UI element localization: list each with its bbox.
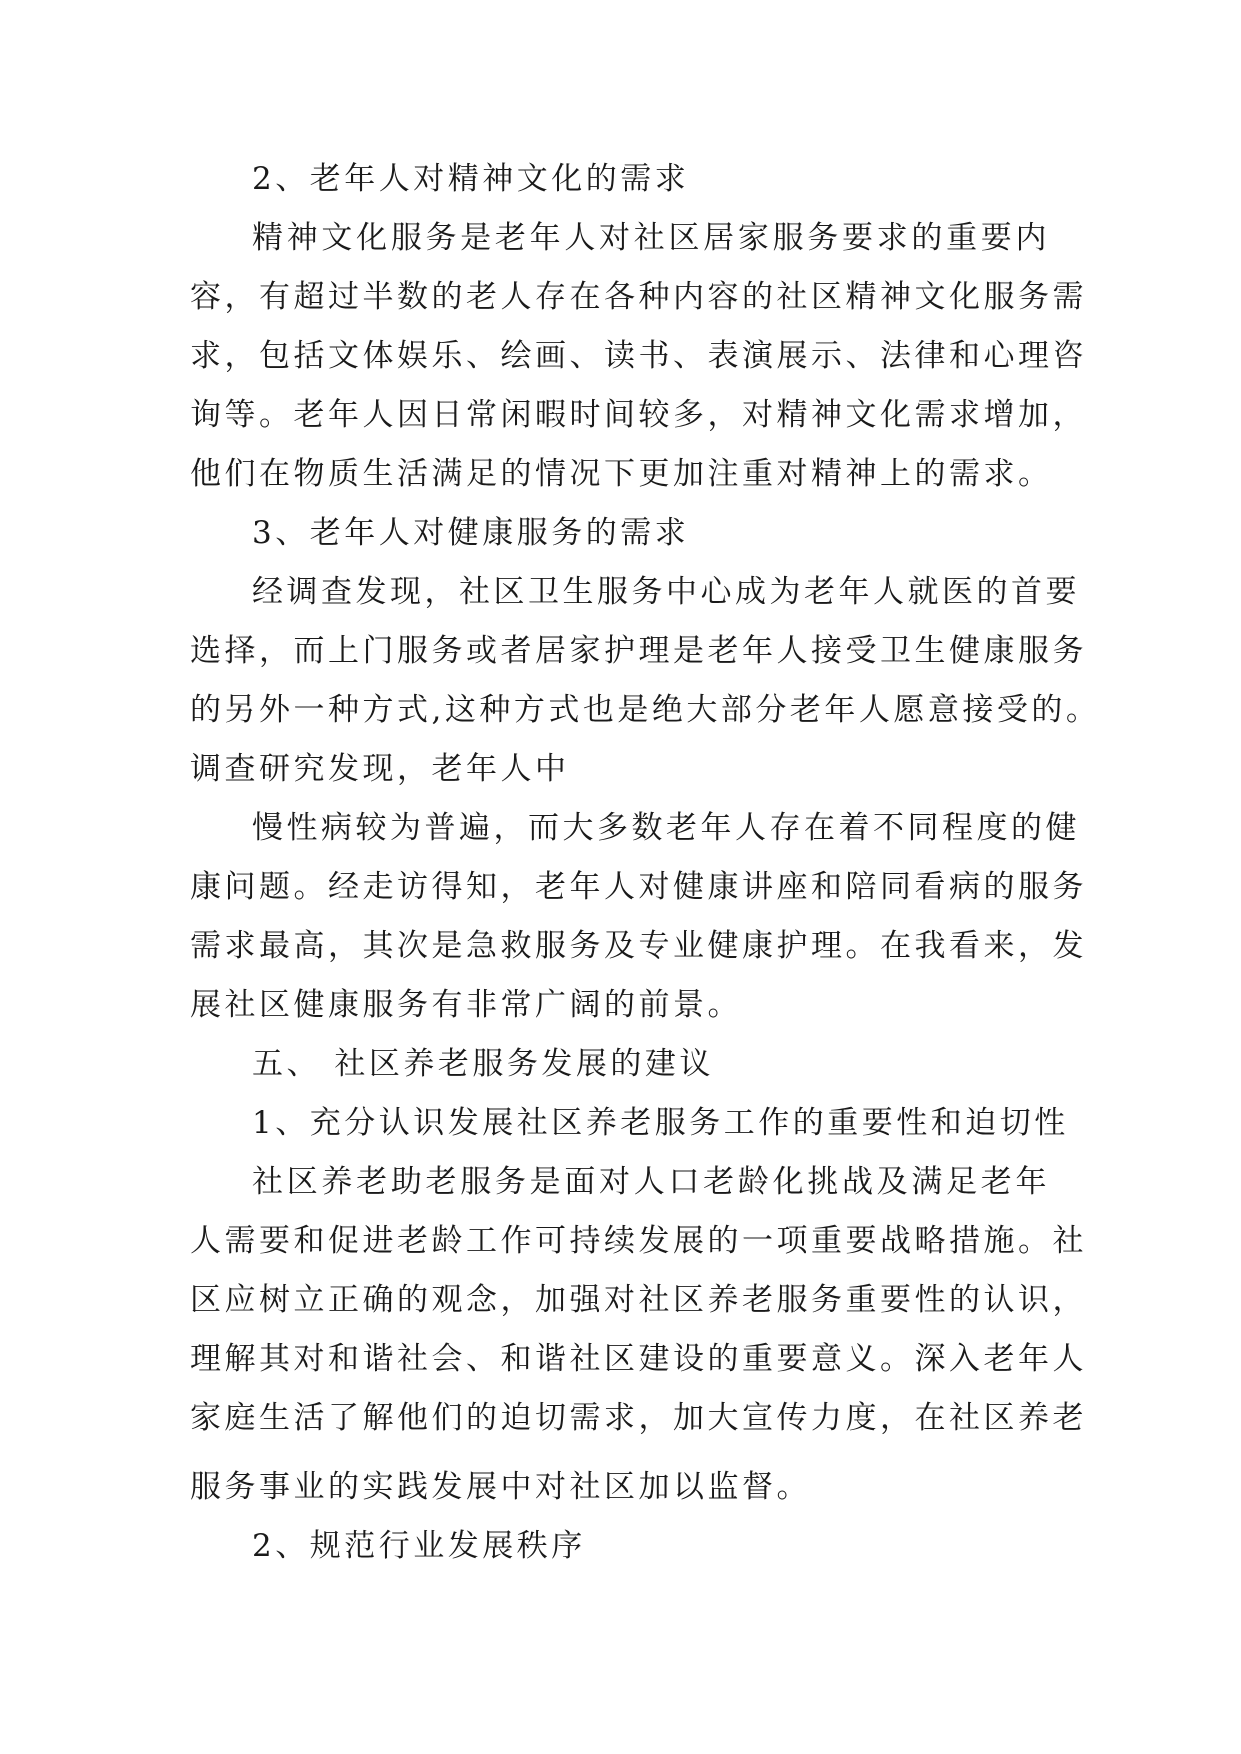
line-text: 调查研究发现，老年人中 [190, 751, 570, 787]
paragraph-line [190, 327, 1087, 386]
paragraph-line [190, 563, 1080, 622]
line-text: 展社区健康服务有非常广阔的前景。 [190, 987, 742, 1023]
section-heading [190, 1035, 1050, 1094]
line-text: 询等。老年人因日常闲暇时间较多，对精神文化需求增加， [190, 397, 1087, 433]
paragraph-line [190, 917, 1087, 976]
line-text: 经调查发现，社区卫生服务中心成为老年人就医的首要 [252, 574, 1080, 610]
paragraph-line [190, 1389, 1087, 1448]
line-text: 求，包括文体娱乐、绘画、读书、表演展示、法律和心理咨 [190, 338, 1087, 374]
document-body [190, 150, 1101, 1576]
line-text: 他们在物质生活满足的情况下更加注重对精神上的需求。 [190, 456, 1053, 492]
line-text: 社区养老助老服务是面对人口老龄化挑战及满足老年 [252, 1164, 1050, 1200]
line-text: 2、规范行业发展秩序 [252, 1528, 586, 1564]
line-text: 选择，而上门服务或者居家护理是老年人接受卫生健康服务 [190, 633, 1087, 669]
line-text: 理解其对和谐社会、和谐社区建设的重要意义。深入老年人 [190, 1341, 1087, 1377]
line-text: 区应树立正确的观念，加强对社区养老服务重要性的认识， [190, 1282, 1087, 1318]
paragraph-line [190, 386, 1087, 445]
paragraph-line [190, 681, 1101, 740]
line-text: 精神文化服务是老年人对社区居家服务要求的重要内 [252, 220, 1050, 256]
section-heading [190, 504, 1050, 563]
paragraph-line [190, 976, 1050, 1035]
line-text: 人需要和促进老龄工作可持续发展的一项重要战略措施。社 [190, 1223, 1087, 1259]
section-heading [190, 1094, 1069, 1153]
line-text: 家庭生活了解他们的迫切需求，加大宣传力度，在社区养老 [190, 1400, 1087, 1436]
line-text: 康问题。经走访得知，老年人对健康讲座和陪同看病的服务 [190, 869, 1087, 905]
paragraph-line [190, 1330, 1087, 1389]
paragraph-line [190, 209, 1050, 268]
paragraph-line [190, 1458, 1050, 1517]
paragraph-gap [190, 1448, 1050, 1458]
paragraph-line [190, 740, 1050, 799]
section-heading [190, 150, 1050, 209]
line-text: 容，有超过半数的老人存在各种内容的社区精神文化服务需 [190, 279, 1087, 315]
paragraph-line [190, 1212, 1087, 1271]
paragraph-line [190, 268, 1087, 327]
line-text: 的另外一种方式,这种方式也是绝大部分老年人愿意接受的。 [190, 692, 1101, 728]
line-text: 2、老年人对精神文化的需求 [252, 161, 690, 197]
line-text: 五、 社区养老服务发展的建议 [252, 1046, 714, 1082]
paragraph-line [190, 858, 1087, 917]
paragraph-line [190, 445, 1053, 504]
paragraph-line [190, 799, 1080, 858]
line-text: 需求最高，其次是急救服务及专业健康护理。在我看来，发 [190, 928, 1087, 964]
paragraph-line [190, 1153, 1050, 1212]
line-text: 3、老年人对健康服务的需求 [252, 515, 690, 551]
paragraph-line [190, 622, 1087, 681]
line-text: 1、充分认识发展社区养老服务工作的重要性和迫切性 [252, 1105, 1069, 1141]
paragraph-line [190, 1271, 1087, 1330]
line-text: 服务事业的实践发展中对社区加以监督。 [190, 1469, 811, 1505]
section-heading [190, 1517, 1050, 1576]
line-text: 慢性病较为普遍，而大多数老年人存在着不同程度的健 [252, 810, 1080, 846]
